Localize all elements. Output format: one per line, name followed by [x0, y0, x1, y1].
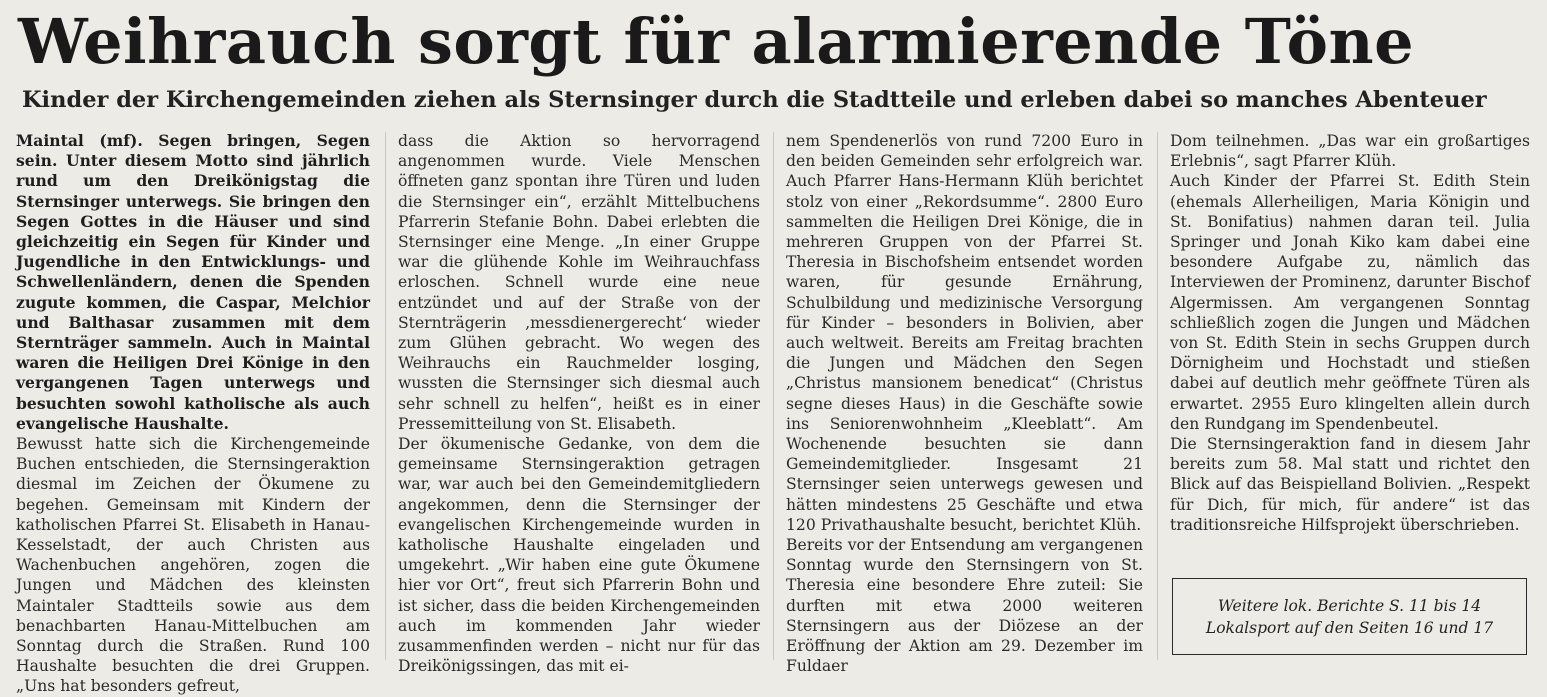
column-divider: [385, 132, 386, 660]
article-column-4: [1170, 131, 1530, 535]
infobox-line: Lokalsport auf den Seiten 16 und 17: [1205, 618, 1494, 637]
article-column-3: [786, 131, 1143, 676]
lead-paragraph: Maintal (mf). Segen bringen, Segen sein. Unter diesem Motto sind jährlich rund um den Dreikönigstag die Sternsinger unterwegs. Sie bringen den Segen Gottes in die Häuser und sind gleichzeitig ein Segen für Kinder und Jugendliche in den Entwicklungs- und Schwellenländern, denen die Spenden zugute kommen, die Caspar, Melchior und Balthasar zusammen mit dem Sternträger sammeln. Auch in Maintal waren die Heiligen Drei Könige in den vergangenen Tagen unterwegs und besuchten sowohl katholische als auch evangelische Haushalte.: [16, 131, 370, 433]
body-paragraph: dass die Aktion so hervorragend angenommen wurde. Viele Menschen öffneten ganz spontan ihre Türen und luden die Sternsinger ein“, erzählt Mittelbuchens Pfarrerin Stefanie Bohn. Dabei erlebten die Sternsinger eine Menge. „In einer Gruppe war die glühende Kohle im Weihrauchfass erloschen. Schnell wurde eine neue entzündet und auf der Straße von der Sternträgerin ‚messdienergerecht‘ wieder zum Glühen gebracht. Wo wegen des Weihrauchs ein Rauchmelder losging, wussten die Sternsinger sich diesmal auch sehr schnell zu helfen“, heißt es in einer Pressemitteilung von St. Elisabeth.: [398, 132, 760, 433]
infobox-line: Weitere lok. Berichte S. 11 bis 14: [1217, 596, 1482, 615]
body-paragraph: Dom teilnehmen. „Das war ein großartiges Erlebnis“, sagt Pfarrer Klüh.: [1170, 132, 1530, 171]
more-reports-infobox: [1172, 578, 1527, 655]
subheadline: Kinder der Kirchengemeinden ziehen als Sternsinger durch die Stadtteile und erleben dabei so manches Abenteuer: [22, 87, 1487, 113]
body-paragraph: Bereits vor der Entsendung am vergangenen Sonntag wurde den Sternsingern von St. Theresia eine besondere Ehre zuteil: Sie durften mit etwa 2000 weiteren Sternsingern aus der Diözese an der Eröffnung der Aktion am 29. Dezember im Fuldaer: [786, 536, 1143, 676]
body-paragraph: Auch Kinder der Pfarrei St. Edith Stein (ehemals Allerheiligen, Maria Königin und St. Bonifatius) nahmen daran teil. Julia Springer und Jonah Kiko kam dabei eine besondere Aufgabe zu, nämlich das Interviewen der Prominenz, darunter Bischof Algermissen. Am vergangenen Sonntag schließlich zogen die Jungen und Mädchen von St. Edith Stein in sechs Gruppen durch Dörnigheim und Hochstadt und stießen dabei auf deutlich mehr geöffnete Türen als erwartet. 2955 Euro klingelten allein durch den Rundgang im Spendenbeutel.: [1170, 172, 1530, 433]
body-paragraph: Die Sternsingeraktion fand in diesem Jahr bereits zum 58. Mal statt und richtet den Blick auf das Beispielland Bolivien. „Respekt für Dich, für mich, für andere“ ist das traditionsreiche Hilfsprojekt überschrieben.: [1170, 435, 1530, 534]
body-paragraph: Der ökumenische Gedanke, von dem die gemeinsame Sternsingeraktion getragen war, war auch bei den Gemeindemitgliedern angekommen, denn die Sternsinger der evangelischen Kirchengemeinde wurden in katholische Haushalte eingeladen und umgekehrt. „Wir haben eine gute Ökumene hier vor Ort“, freut sich Pfarrerin Bohn und ist sicher, dass die beiden Kirchengemeinden auch im kommenden Jahr wieder zusammenfinden werden – nicht nur für das Dreikönigssingen, das mit ei-: [398, 435, 760, 676]
article-column-1: [16, 131, 370, 697]
headline: Weihrauch sorgt für alarmierende Töne: [18, 5, 1415, 78]
article-column-2: [398, 131, 760, 676]
column-divider: [1157, 132, 1158, 660]
body-paragraph: Bewusst hatte sich die Kirchengemeinde Buchen entschieden, die Sternsingeraktion diesmal im Zeichen der Ökumene zu begehen. Gemeinsam mit Kindern der katholischen Pfarrei St. Elisabeth in Hanau-Kesselstadt, der auch Christen aus Wachenbuchen angehören, zogen die Jungen und Mädchen des kleinsten Maintaler Stadtteils sowie aus dem benachbarten Hanau-Mittelbuchen am Sonntag durch die Straßen. Rund 100 Haushalte besuchten die drei Gruppen. „Uns hat besonders gefreut,: [16, 435, 370, 696]
body-paragraph: nem Spendenerlös von rund 7200 Euro in den beiden Gemeinden sehr erfolgreich war. Auch Pfarrer Hans-Hermann Klüh berichtet stolz von einer „Rekordsumme“. 2800 Euro sammelten die Heiligen Drei Könige, die in mehreren Gruppen von der Pfarrei St. Theresia in Bischofsheim entsendet worden waren, für gesunde Ernährung, Schulbildung und medizinische Versorgung für Kinder – besonders in Bolivien, aber auch weltweit. Bereits am Freitag brachten die Jungen und Mädchen den Segen „Christus mansionem benedicat“ (Christus segne dieses Haus) in die Geschäfte sowie ins Seniorenwohnheim „Kleeblatt“. Am Wochenende besuchten sie dann Gemeindemitglieder. Insgesamt 21 Sternsinger seien unterwegs gewesen und hätten mindestens 25 Geschäfte und etwa 120 Privathaushalte besucht, berichtet Klüh.: [786, 132, 1143, 534]
column-divider: [773, 132, 774, 660]
